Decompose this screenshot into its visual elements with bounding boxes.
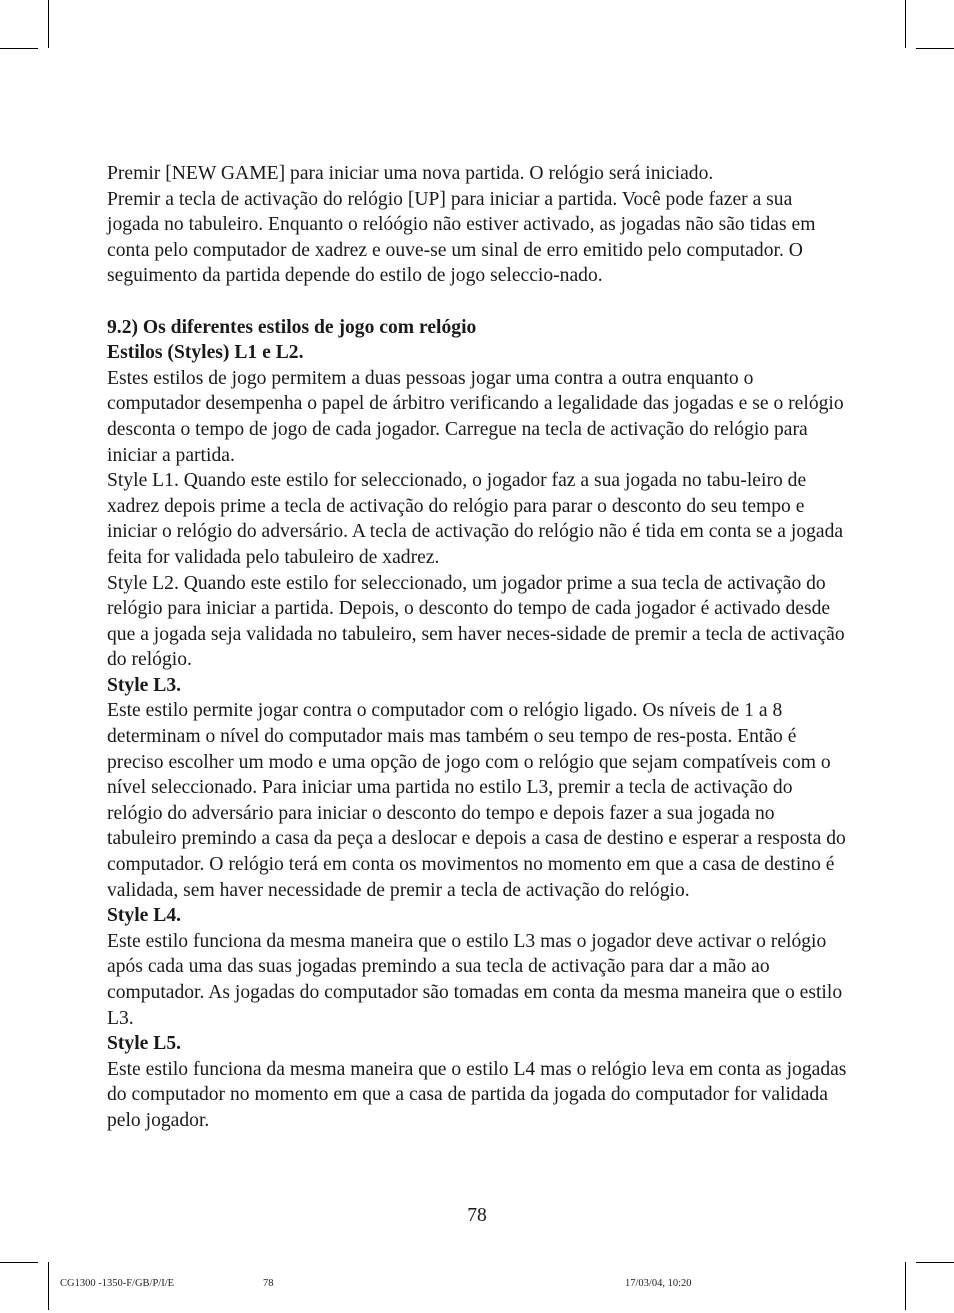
- footer-timestamp: 17/03/04, 10:20: [625, 1278, 692, 1289]
- footer-file-name: CG1300 -1350-F/GB/P/I/E: [60, 1278, 175, 1289]
- style-l4-heading: Style L4.: [107, 905, 182, 927]
- page-number: 78: [467, 1205, 487, 1226]
- section-title: 9.2) Os diferentes estilos de jogo com relógio: [107, 316, 477, 338]
- crop-mark-top-right-vertical: [905, 0, 906, 48]
- style-l1-paragraph: Style L1. Quando este estilo for seleccionado, o jogador faz a sua jogada no tabu-leiro de xadrez depois prime a tecla de activação do relógio para parar o desconto do seu tempo e iniciar o relógio do adversário. A tecla de activação do relógio não é tida em conta se a jogada feita for validada pelo tabuleiro de xadrez.: [107, 470, 844, 568]
- page-content: [107, 161, 847, 1134]
- crop-mark-bottom-right-vertical: [905, 1262, 906, 1310]
- style-l2-paragraph: Style L2. Quando este estilo for seleccionado, um jogador prime a sua tecla de activação do relógio para iniciar a partida. Depois, o desconto do tempo de cada jogador é activado desde que a jogada seja validada no tabuleiro, sem haver neces-sidade de premir a tecla de activação do relógio.: [107, 572, 845, 671]
- crop-mark-bottom-left-horizontal: [0, 1262, 38, 1263]
- section-spacer: [107, 289, 847, 315]
- style-l4-paragraph: Este estilo funciona da mesma maneira que o estilo L3 mas o jogador deve activar o relógio após cada uma das suas jogadas premindo a sua tecla de activação para dar a mão ao computador. As jogadas do computador são tomadas em conta da mesma maneira que o estilo L3.: [107, 930, 843, 1029]
- crop-mark-top-left-horizontal: [0, 48, 38, 49]
- footer-page-number: 78: [263, 1278, 274, 1289]
- crop-mark-top-left-vertical: [48, 0, 49, 48]
- intro-paragraph-2: Premir a tecla de activação do relógio [UP] para iniciar a partida. Você pode fazer a sua jogada no tabuleiro. Enquanto o relóógio não estiver activado, as jogadas não são tidas em conta pelo computador de xadrez e ouve-se um sinal de erro emitido pelo computador. O seguimento da partida depende do estilo de jogo seleccio-nado.: [107, 188, 816, 287]
- crop-mark-top-right-horizontal: [916, 48, 954, 49]
- style-l5-paragraph: Este estilo funciona da mesma maneira que o estilo L4 mas o relógio leva em conta as jogadas do computador no momento em que a casa de partida da jogada do computador for validada pelo jogador.: [107, 1058, 847, 1131]
- crop-mark-bottom-right-horizontal: [916, 1262, 954, 1263]
- styles-l1-l2-paragraph-1: Estes estilos de jogo permitem a duas pessoas jogar uma contra a outra enquanto o computador desempenha o papel de árbitro verificando a legalidade das jogadas e se o relógio desconta o tempo de jogo de cada jogador. Carregue na tecla de activação do relógio para iniciar a partida.: [107, 367, 844, 466]
- crop-mark-bottom-left-vertical: [48, 1262, 49, 1310]
- styles-l1-l2-heading: Estilos (Styles) L1 e L2.: [107, 342, 304, 364]
- style-l5-heading: Style L5.: [107, 1033, 182, 1055]
- style-l3-heading: Style L3.: [107, 674, 182, 696]
- style-l3-paragraph: Este estilo permite jogar contra o computador com o relógio ligado. Os níveis de 1 a 8 determinam o nível do computador mais mas também o seu tempo de res-posta. Então é preciso escolher um modo e uma opção de jogo com o relógio que sejam compatíveis com o nível seleccionado. Para iniciar uma partida no estilo L3, premir a tecla de activação do relógio do adversário para iniciar o desconto do tempo e depois fazer a sua jogada no tabuleiro premindo a casa da peça a deslocar e depois a casa de destino e esperar a resposta do computador. O relógio terá em conta os movimentos no momento em que a casa de destino é validada, sem haver necessidade de premir a tecla de activação do relógio.: [107, 700, 846, 901]
- intro-paragraph-1: Premir [NEW GAME] para iniciar uma nova partida. O relógio será iniciado.: [107, 163, 714, 184]
